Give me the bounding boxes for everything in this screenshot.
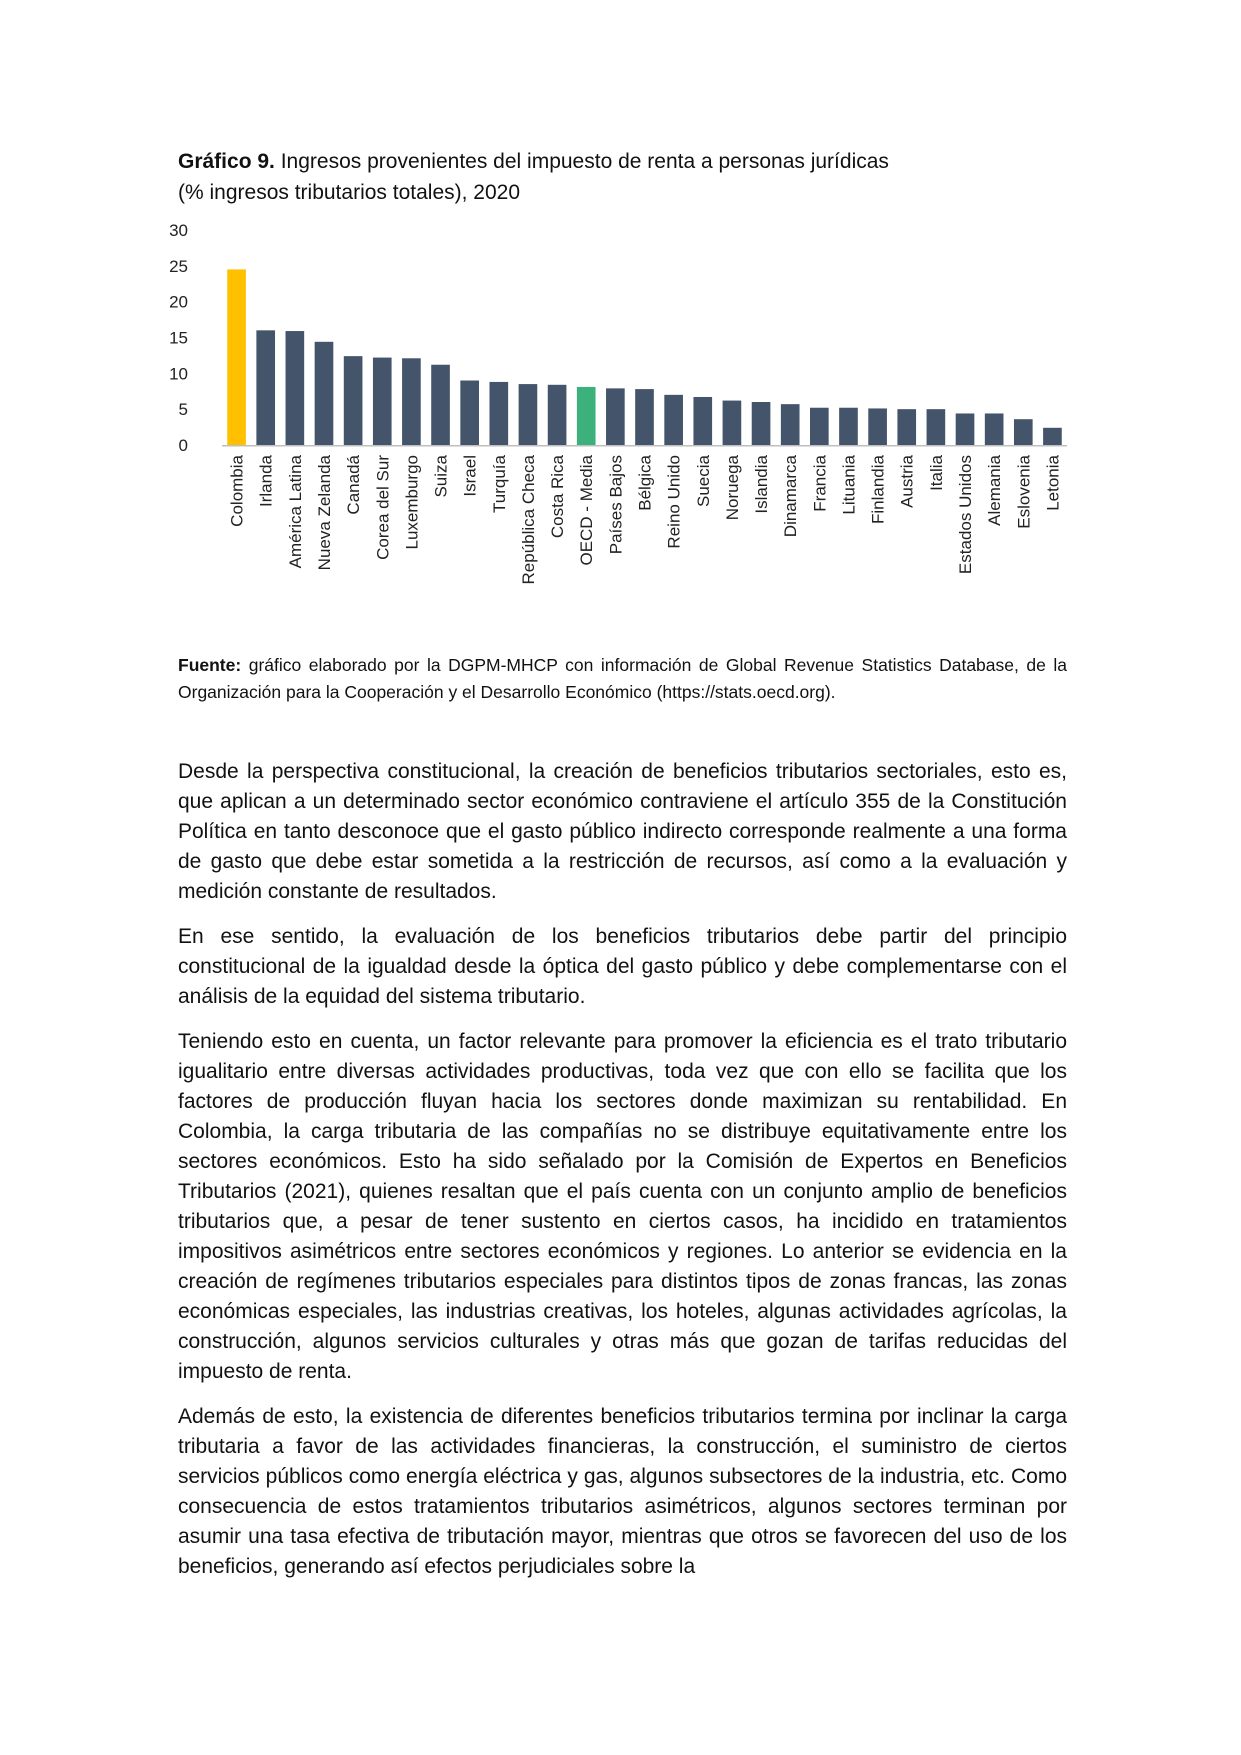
bars (227, 269, 1062, 445)
figure-title-line2: (% ingresos tributarios totales), 2020 (178, 181, 520, 204)
x-category-label: Lituania (839, 455, 859, 515)
bar-am-rica-latina (286, 331, 305, 445)
bar-pa-ses-bajos (606, 388, 625, 445)
y-tick-label: 15 (169, 328, 188, 348)
y-tick-label: 5 (178, 400, 188, 420)
x-category-label: Suecia (693, 455, 713, 507)
y-axis-ticks (169, 221, 188, 455)
x-category-label: Turquía (489, 455, 509, 513)
bar-eslovenia (1014, 419, 1033, 445)
figure-caption (178, 146, 1078, 208)
x-category-label: Luxemburgo (402, 455, 422, 550)
bar-alemania (985, 413, 1004, 445)
bar-canad- (344, 356, 363, 445)
bar-lituania (839, 408, 858, 445)
bar-suiza (431, 365, 450, 445)
bar-noruega (723, 401, 742, 445)
x-category-label: Irlanda (256, 455, 276, 507)
paragraph: En ese sentido, la evaluación de los beneficios tributarios debe partir del principio constitucional de la igualdad desde la óptica del gasto público y debe complementarse con el análisis de la equidad del sistema tributario. (178, 925, 1067, 1008)
x-category-label: Países Bajos (606, 455, 626, 555)
x-category-label: Canadá (344, 455, 364, 515)
figure-label: Gráfico 9. (178, 150, 275, 173)
bar-corea-del-sur (373, 358, 392, 445)
x-category-label: Costa Rica (548, 455, 568, 539)
bar-rep-blica-checa (519, 384, 538, 445)
y-tick-label: 0 (178, 436, 188, 455)
y-tick-label: 10 (169, 364, 188, 384)
x-category-label: Bélgica (635, 455, 655, 511)
bar-israel (460, 381, 479, 446)
bar-luxemburgo (402, 358, 421, 445)
bar-chart (160, 214, 1080, 634)
x-category-label: Corea del Sur (373, 455, 393, 560)
bar-irlanda (256, 330, 275, 445)
x-axis-labels (228, 454, 1063, 584)
paragraph: Teniendo esto en cuenta, un factor relevante para promover la eficiencia es el trato tributario igualitario entre diversas actividades productivas, toda vez que con ello se facilita que los factores de producción fluyan hacia los sectores donde maximizan su rentabilidad. En Colombia, la carga tributaria de las compañías no se distribuye equitativamente entre los sectores económicos. Esto ha sido señalado por la Comisión de Expertos en Beneficios Tributarios (2021), quienes resaltan que el país cuenta con un conjunto amplio de beneficios tributarios que, a pesar de tener sustento en ciertos casos, ha incidido en tratamientos impositivos asimétricos entre sectores económicos y regiones. Lo anterior se evidencia en la creación de regímenes tributarios especiales para distintos tipos de zonas francas, las zonas económicas especiales, las industrias creativas, los hoteles, algunas actividades agrícolas, la construcción, algunos servicios culturales y otras más que gozan de tarifas reducidas del impuesto de renta. (178, 1030, 1067, 1383)
source-text: gráfico elaborado por la DGPM-MHCP con información de Global Revenue Statistics Database, de la Organización para la Cooperación y el Desarrollo Económico (https://stats.oecd.org). (178, 655, 1067, 702)
paragraph: Desde la perspectiva constitucional, la creación de beneficios tributarios sectoriales, esto es, que aplican a un determinado sector económico contraviene el artículo 355 de la Constitución Política en tanto desconoce que el gasto público indirecto corresponde realmente a una forma de gasto que debe estar sometida a la restricción de recursos, así como a la evaluación y medición constante de resultados. (178, 760, 1067, 903)
x-category-label: Dinamarca (781, 455, 801, 538)
x-category-label: Suiza (431, 455, 451, 498)
bar-estados-unidos (956, 413, 975, 445)
x-category-label: América Latina (285, 455, 305, 569)
bar-nueva-zelanda (315, 342, 334, 445)
bar-oecd-media (577, 387, 596, 445)
x-category-label: OECD - Media (577, 455, 597, 566)
y-tick-label: 30 (169, 221, 188, 240)
bar-letonia (1043, 428, 1062, 445)
body-text (178, 757, 1067, 1597)
x-category-label: Alemania (985, 455, 1005, 526)
bar-colombia (227, 269, 246, 445)
figure-source (178, 652, 1067, 706)
x-category-label: Francia (810, 455, 830, 512)
x-category-label: Eslovenia (1014, 455, 1034, 529)
figure-title-line1: Ingresos provenientes del impuesto de renta a personas jurídicas (280, 150, 889, 173)
x-category-label: Estados Unidos (956, 455, 976, 575)
bar-turqu-a (489, 382, 508, 445)
bar-austria (897, 409, 916, 445)
x-category-label: Noruega (722, 455, 742, 521)
x-category-label: Reino Unido (664, 455, 684, 549)
bar-islandia (752, 402, 771, 445)
x-category-label: Nueva Zelanda (314, 455, 334, 571)
x-category-label: República Checa (518, 455, 538, 585)
bar-dinamarca (781, 404, 800, 445)
bar-francia (810, 408, 829, 445)
x-category-label: Finlandia (868, 455, 888, 524)
x-category-label: Austria (897, 455, 917, 508)
paragraph: Además de esto, la existencia de diferentes beneficios tributarios termina por inclinar la carga tributaria a favor de las actividades financieras, la construcción, el suministro de ciertos servicios públicos como energía eléctrica y gas, algunos subsectores de la industria, etc. Como consecuencia de estos tratamientos tributarios asimétricos, algunos sectores terminan por asumir una tasa efectiva de tributación mayor, mientras que otros se favorecen del uso de los beneficios, generando así efectos perjudiciales sobre la (178, 1405, 1067, 1578)
y-tick-label: 25 (169, 256, 188, 276)
x-category-label: Colombia (227, 455, 247, 527)
bar-italia (927, 409, 946, 445)
bar-reino-unido (664, 395, 683, 445)
bar-suecia (693, 397, 712, 445)
bar-finlandia (868, 408, 887, 445)
x-category-label: Israel (460, 455, 480, 497)
x-category-label: Islandia (752, 455, 772, 514)
x-category-label: Italia (926, 455, 946, 491)
source-label: Fuente: (178, 655, 242, 675)
bar-b-lgica (635, 389, 654, 445)
x-category-label: Letonia (1043, 455, 1063, 511)
bar-costa-rica (548, 385, 567, 445)
y-tick-label: 20 (169, 292, 188, 312)
